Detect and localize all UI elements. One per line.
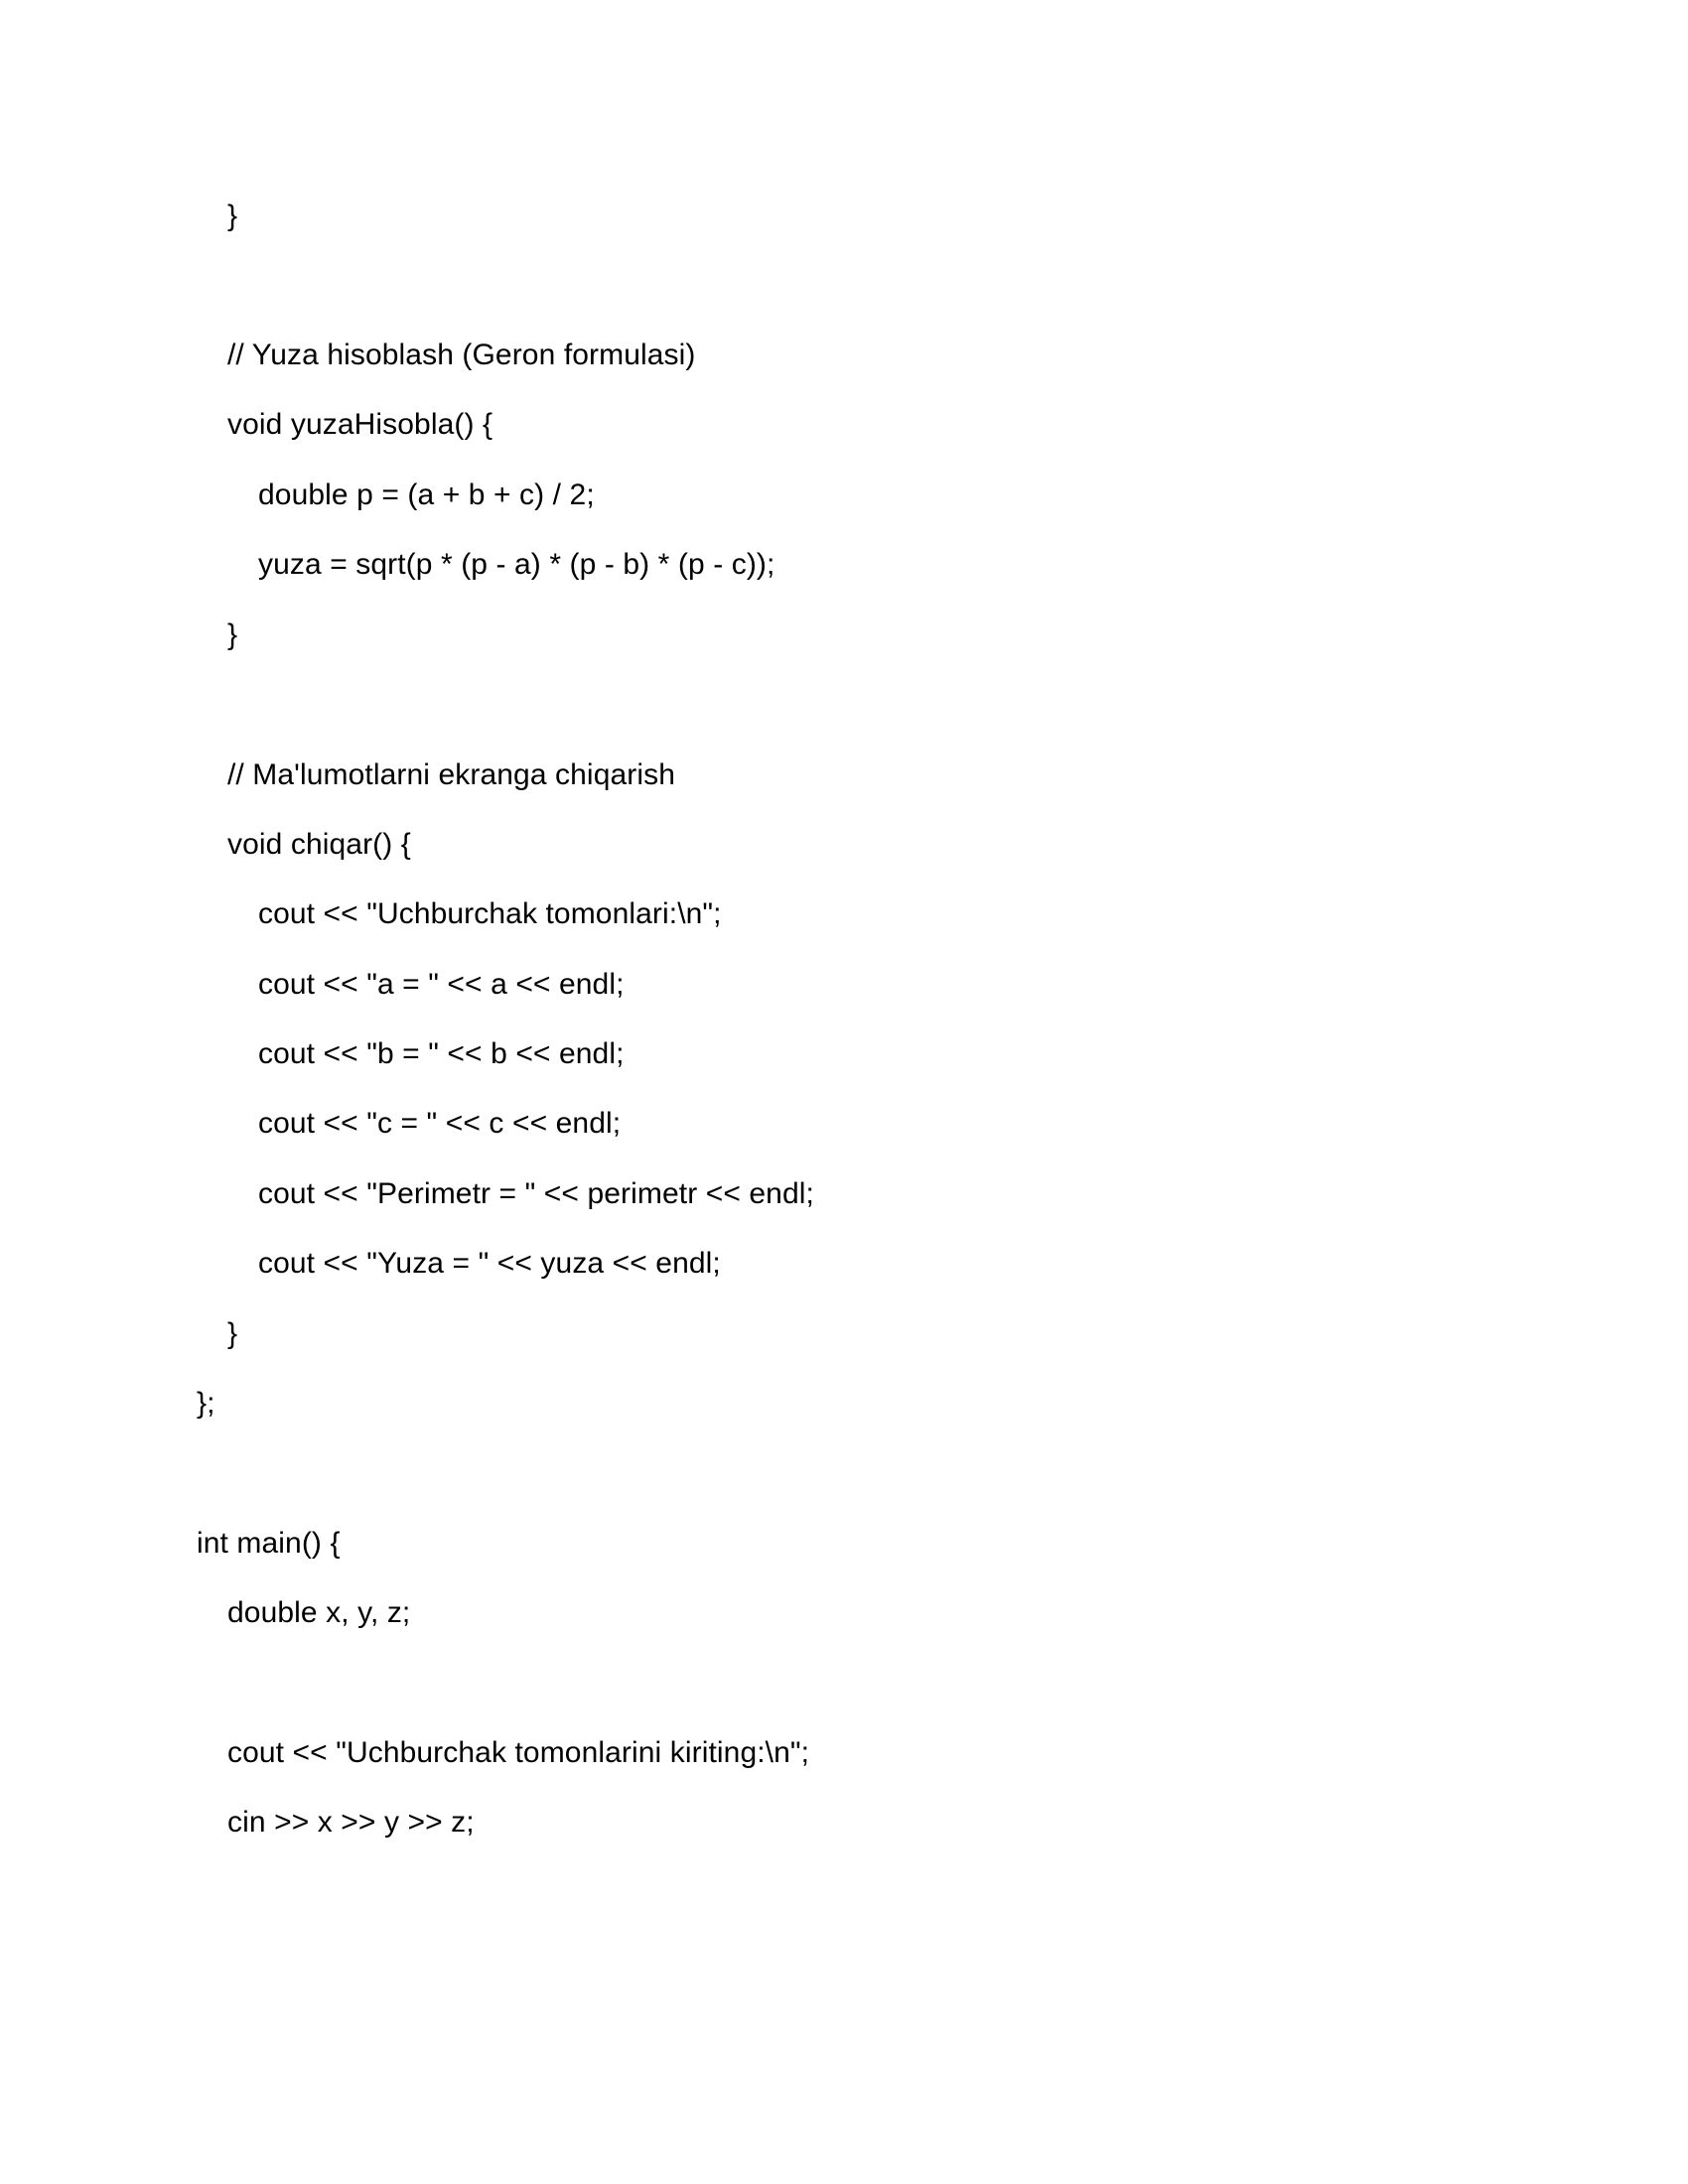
code-line: cout << "Perimetr = " << perimetr << endl;: [258, 1177, 814, 1210]
code-line: cout << "b = " << b << endl;: [258, 1037, 625, 1070]
code-line: int main() {: [197, 1527, 341, 1560]
code-line: yuza = sqrt(p * (p - a) * (p - b) * (p - c));: [258, 548, 775, 581]
code-line: void chiqar() {: [227, 828, 411, 861]
code-line: }: [227, 1317, 238, 1350]
code-line: };: [197, 1387, 215, 1420]
code-line: void yuzaHisobla() {: [227, 408, 493, 441]
code-line: }: [227, 618, 238, 651]
code-line: cout << "Uchburchak tomonlarini kiriting:\n";: [227, 1736, 810, 1769]
code-line: double p = (a + b + c) / 2;: [258, 478, 595, 511]
code-line: cout << "a = " << a << endl;: [258, 968, 625, 1001]
code-line: cout << "c = " << c << endl;: [258, 1107, 622, 1140]
code-line: cin >> x >> y >> z;: [227, 1806, 475, 1839]
code-line: }: [227, 200, 238, 232]
code-line: cout << "Uchburchak tomonlari:\n";: [258, 897, 722, 930]
code-line: cout << "Yuza = " << yuza << endl;: [258, 1247, 721, 1280]
code-comment: // Ma'lumotlarni ekranga chiqarish: [227, 758, 675, 791]
code-comment: // Yuza hisoblash (Geron formulasi): [227, 339, 696, 371]
code-line: double x, y, z;: [227, 1596, 411, 1629]
